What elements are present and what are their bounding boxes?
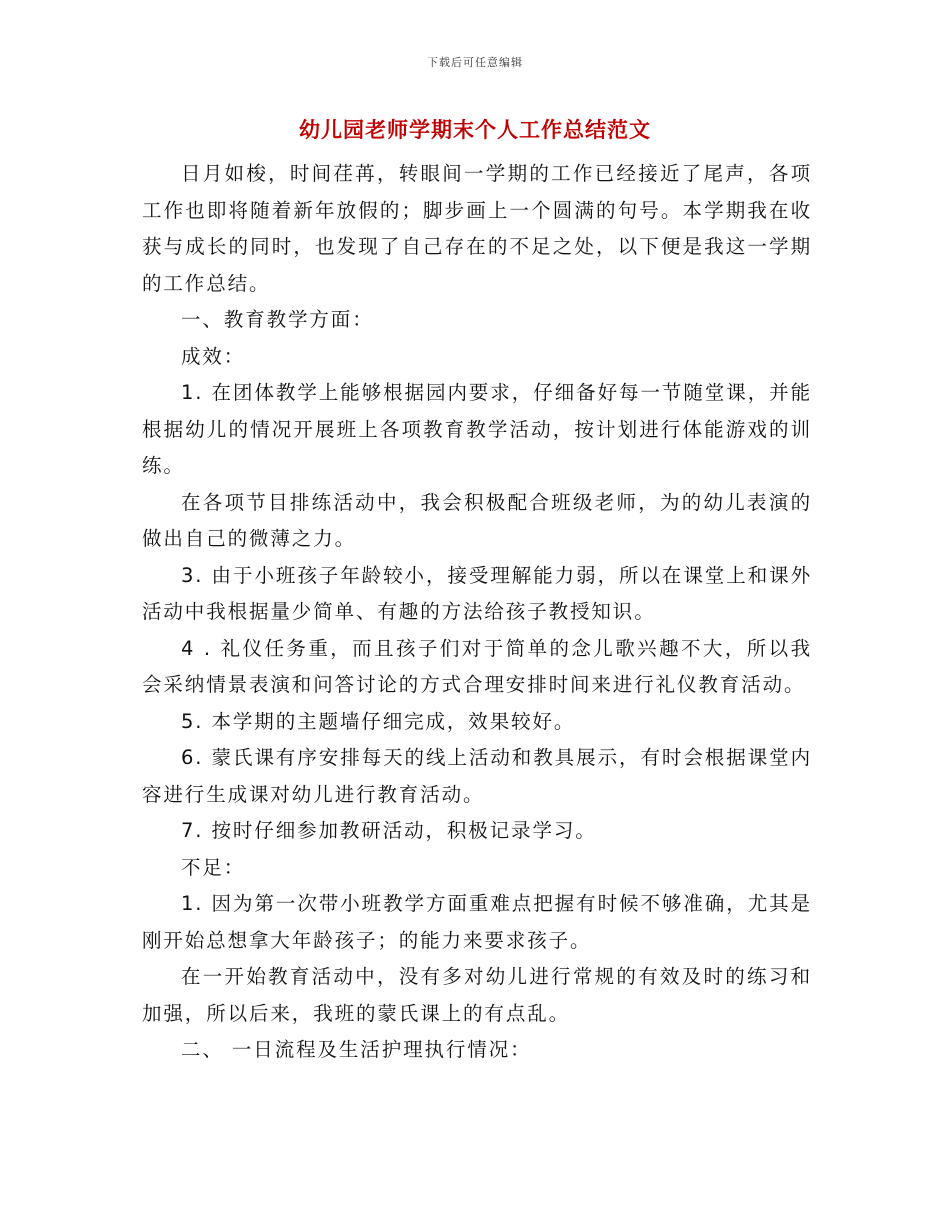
list-item-4: 4 . 礼仪任务重，而且孩子们对于简单的念儿歌兴趣不大，所以我会采纳情景表演和问答讨论的方式合理安排时间来进行礼仪教育活动。 — [142, 636, 812, 696]
list-item-1: 1. 在团体教学上能够根据园内要求，仔细备好每一节随堂课，并能根据幼儿的情况开展班上各项教育教学活动，按计划进行体能游戏的训练。 — [142, 381, 812, 477]
list-item-3: 3. 由于小班孩子年龄较小，接受理解能力弱，所以在课堂上和课外活动中我根据量少简单、有趣的方法给孩子教授知识。 — [142, 563, 812, 623]
document-body — [142, 156, 812, 1069]
list-item-7: 7. 按时仔细参加教研活动，积极记录学习。 — [181, 819, 597, 842]
paragraph-routine: 在一开始教育活动中，没有多对幼儿进行常规的有效及时的练习和加强，所以后来，我班的蒙氏课上的有点乱。 — [142, 965, 812, 1025]
subheading-shortcomings: 不足： — [181, 855, 246, 879]
section-heading-teaching: 一、教育教学方面： — [181, 308, 374, 331]
shortcoming-item-1: 1. 因为第一次带小班教学方面重难点把握有时候不够准确，尤其是刚开始总想拿大年龄孩子；的能力来要求孩子。 — [142, 892, 812, 952]
document-title: 幼儿园老师学期末个人工作总结范文 — [299, 118, 651, 142]
header-note: 下载后可任意编辑 — [427, 56, 523, 69]
list-item-6: 6. 蒙氏课有序安排每天的线上活动和教具展示，有时会根据课堂内容进行生成课对幼儿进行教育活动。 — [142, 746, 812, 806]
paragraph-intro: 日月如梭，时间荏苒，转眼间一学期的工作已经接近了尾声，各项工作也即将随着新年放假的；脚步画上一个圆满的句号。本学期我在收获与成长的同时，也发现了自己存在的不足之处，以下便是我这一学期的工作总结。 — [142, 162, 812, 295]
paragraph-rehearsal: 在各项节目排练活动中，我会积极配合班级老师，为的幼儿表演的做出自己的微薄之力。 — [142, 490, 812, 550]
subheading-achievements: 成效： — [181, 344, 246, 368]
section-heading-daily-routine: 二、 一日流程及生活护理执行情况： — [181, 1038, 532, 1061]
list-item-5: 5. 本学期的主题墙仔细完成，效果较好。 — [181, 709, 576, 733]
